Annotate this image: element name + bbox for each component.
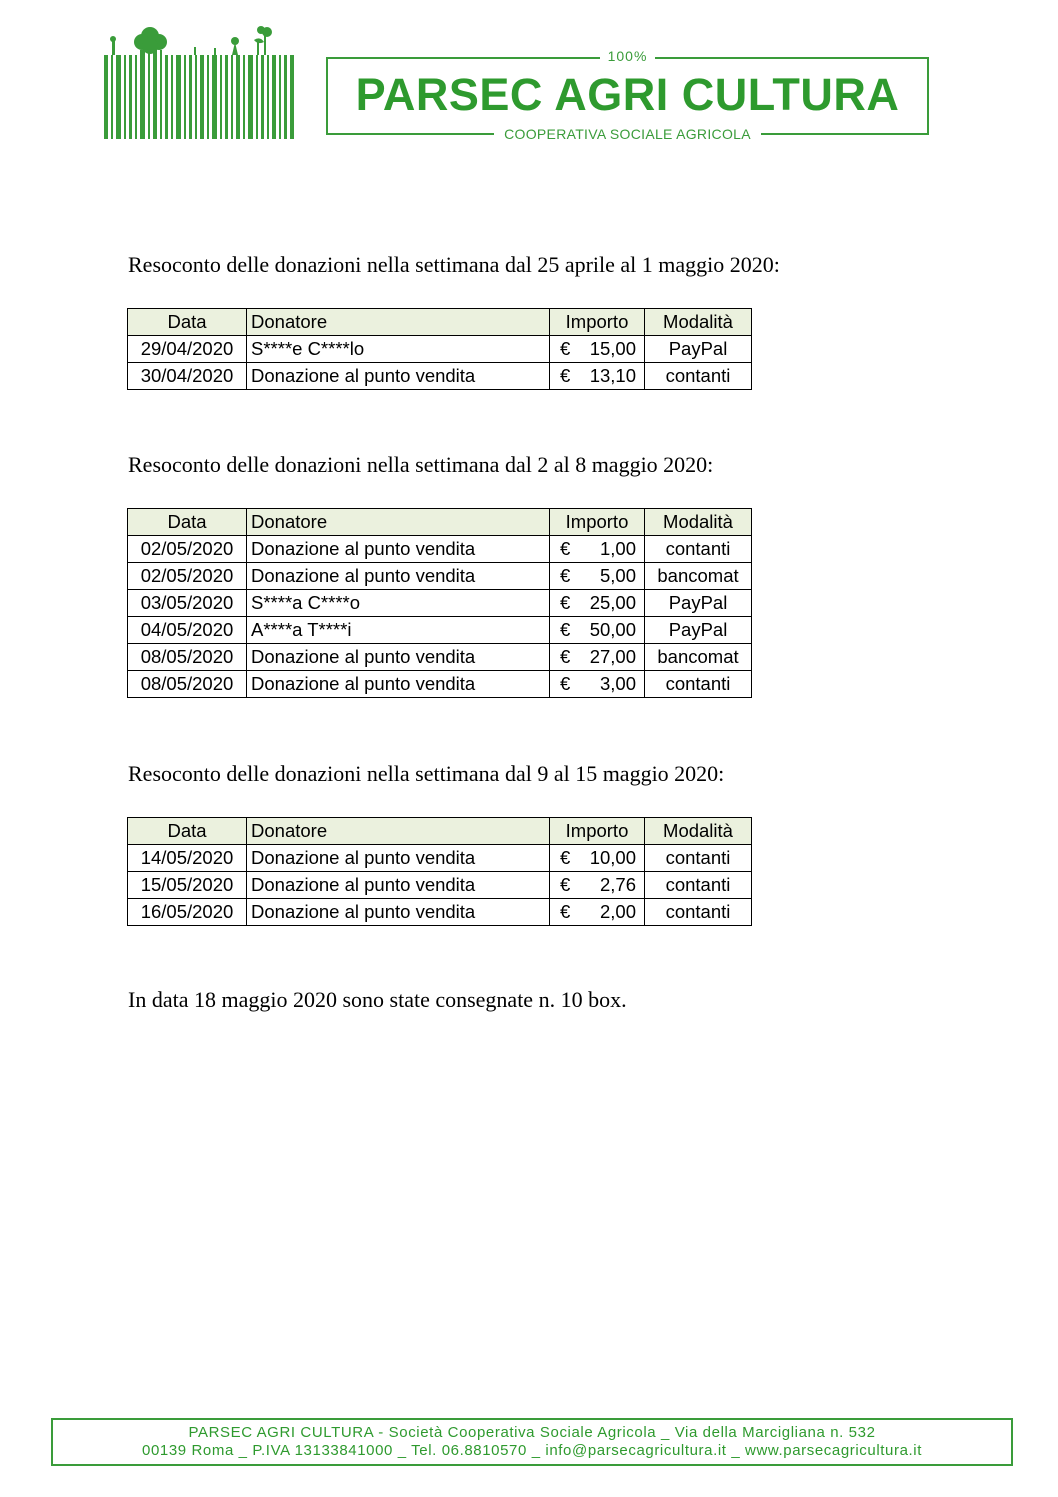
cell-data: 15/05/2020 (128, 872, 247, 899)
logo-frame (326, 48, 929, 142)
cell-donatore: Donazione al punto vendita (247, 671, 550, 698)
cell-importo-value: 5,00 (599, 565, 636, 586)
cell-importo (550, 671, 645, 698)
cell-donatore: Donazione al punto vendita (247, 845, 550, 872)
report-title: Resoconto delle donazioni nella settimana dal 9 al 15 maggio 2020: (128, 761, 725, 786)
cell-data: 03/05/2020 (128, 590, 247, 617)
logo-subtitle: COOPERATIVA SOCIALE AGRICOLA (494, 126, 761, 142)
cell-data: 04/05/2020 (128, 617, 247, 644)
cell-valuta: € (560, 646, 571, 667)
table-row (128, 617, 752, 644)
cell-importo (550, 872, 645, 899)
table-row (128, 363, 752, 390)
table-header-row (128, 309, 752, 336)
cell-importo (550, 336, 645, 363)
logo-barcode-icon (104, 22, 300, 139)
cell-importo-value: 10,00 (589, 847, 636, 868)
report-title: Resoconto delle donazioni nella settimana dal 25 aprile al 1 maggio 2020: (128, 252, 780, 277)
cell-data: 14/05/2020 (128, 845, 247, 872)
logo-title: PARSEC AGRI CULTURA (355, 69, 900, 120)
cell-modalita: PayPal (645, 617, 752, 644)
cell-donatore: Donazione al punto vendita (247, 872, 550, 899)
header-modalita: Modalità (645, 309, 752, 336)
cell-data: 30/04/2020 (128, 363, 247, 390)
header-data: Data (128, 509, 247, 536)
cell-valuta: € (560, 592, 571, 613)
cell-importo-value: 27,00 (589, 646, 636, 667)
header-modalita: Modalità (645, 818, 752, 845)
cell-data: 02/05/2020 (128, 536, 247, 563)
donations-table (127, 508, 752, 698)
cell-donatore: Donazione al punto vendita (247, 536, 550, 563)
cell-importo (550, 536, 645, 563)
cell-modalita: bancomat (645, 644, 752, 671)
cell-importo-value: 1,00 (599, 538, 636, 559)
cell-donatore: Donazione al punto vendita (247, 899, 550, 926)
cell-importo-value: 2,76 (599, 874, 636, 895)
cell-importo-value: 50,00 (589, 619, 636, 640)
table-row (128, 563, 752, 590)
table-row (128, 671, 752, 698)
table-row (128, 336, 752, 363)
logo-top-text: 100% (600, 48, 656, 64)
cell-valuta: € (560, 847, 571, 868)
cell-data: 16/05/2020 (128, 899, 247, 926)
cell-importo-value: 2,00 (599, 901, 636, 922)
cell-modalita: PayPal (645, 336, 752, 363)
cell-donatore: Donazione al punto vendita (247, 644, 550, 671)
cell-valuta: € (560, 619, 571, 640)
cell-modalita: contanti (645, 536, 752, 563)
cell-data: 29/04/2020 (128, 336, 247, 363)
table-row (128, 590, 752, 617)
cell-valuta: € (560, 338, 571, 359)
cell-valuta: € (560, 673, 571, 694)
header-importo: Importo (550, 818, 645, 845)
cell-importo-value: 25,00 (589, 592, 636, 613)
donations-table (127, 817, 752, 926)
cell-valuta: € (560, 874, 571, 895)
header-modalita: Modalità (645, 509, 752, 536)
cell-modalita: bancomat (645, 563, 752, 590)
cell-modalita: contanti (645, 363, 752, 390)
header-importo: Importo (550, 309, 645, 336)
cell-modalita: contanti (645, 671, 752, 698)
header-data: Data (128, 309, 247, 336)
cell-importo-value: 15,00 (589, 338, 636, 359)
cell-data: 08/05/2020 (128, 644, 247, 671)
cell-valuta: € (560, 538, 571, 559)
header-data: Data (128, 818, 247, 845)
cell-donatore: A****a T****i (247, 617, 550, 644)
cell-importo-value: 13,10 (589, 365, 636, 386)
cell-importo (550, 590, 645, 617)
cell-data: 02/05/2020 (128, 563, 247, 590)
cell-modalita: contanti (645, 845, 752, 872)
cell-importo (550, 563, 645, 590)
cell-modalita: PayPal (645, 590, 752, 617)
header-donatore: Donatore (247, 509, 550, 536)
cell-importo (550, 644, 645, 671)
donations-table (127, 308, 752, 390)
cell-importo (550, 899, 645, 926)
footer-line-1: PARSEC AGRI CULTURA - Società Cooperativa Sociale Agricola _ Via della Marcigliana n. 532 (188, 1424, 876, 1441)
cell-valuta: € (560, 365, 571, 386)
table-row (128, 644, 752, 671)
cell-valuta: € (560, 565, 571, 586)
table-header-row (128, 818, 752, 845)
delivery-note: In data 18 maggio 2020 sono state consegnate n. 10 box. (128, 987, 627, 1012)
report-title: Resoconto delle donazioni nella settimana dal 2 al 8 maggio 2020: (128, 452, 714, 477)
cell-modalita: contanti (645, 899, 752, 926)
header-donatore: Donatore (247, 818, 550, 845)
cell-importo (550, 845, 645, 872)
cell-importo (550, 363, 645, 390)
footer (51, 1418, 1013, 1466)
cell-valuta: € (560, 901, 571, 922)
cell-importo (550, 617, 645, 644)
cell-modalita: contanti (645, 872, 752, 899)
cell-donatore: Donazione al punto vendita (247, 363, 550, 390)
footer-line-2: 00139 Roma _ P.IVA 13133841000 _ Tel. 06.8810570 _ info@parsecagricultura.it _ www.parsecagricultura.it (142, 1442, 922, 1459)
cell-donatore: S****a C****o (247, 590, 550, 617)
cell-data: 08/05/2020 (128, 671, 247, 698)
header-importo: Importo (550, 509, 645, 536)
cell-importo-value: 3,00 (599, 673, 636, 694)
cell-donatore: Donazione al punto vendita (247, 563, 550, 590)
table-row (128, 899, 752, 926)
table-header-row (128, 509, 752, 536)
table-row (128, 845, 752, 872)
table-row (128, 872, 752, 899)
table-row (128, 536, 752, 563)
header-donatore: Donatore (247, 309, 550, 336)
cell-donatore: S****e C****lo (247, 336, 550, 363)
